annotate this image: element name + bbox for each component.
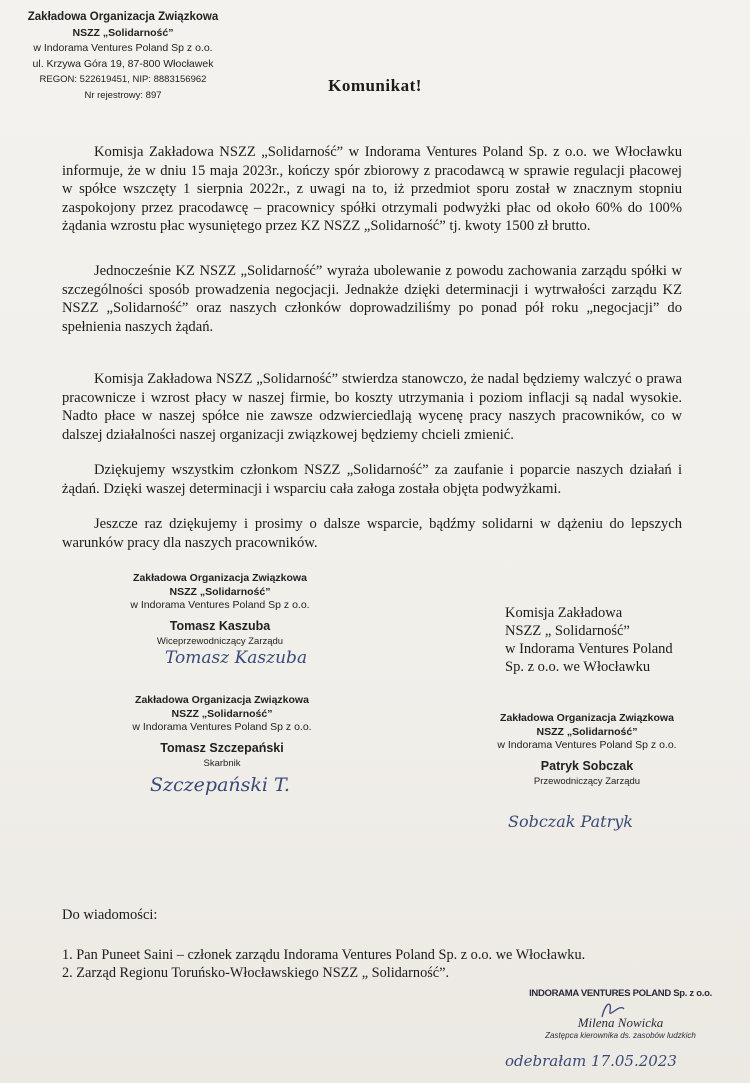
signature-stamp-vice-chairman <box>120 572 320 649</box>
paragraph: Dziękujemy wszystkim członkom NSZZ „Solidarność” za zaufanie i poparcie naszych działań i żądań. Dzięki waszej determinacji i wsparciu cała załoga została objęta podwyżkami. <box>62 462 682 497</box>
stamp-line: w Indorama Ventures Poland Sp z o.o. <box>497 739 677 751</box>
company-name: INDORAMA VENTURES POLAND Sp. z o.o. <box>529 988 712 999</box>
stamp-line: ul. Krzywa Góra 19, 87-800 Włocławek <box>32 57 214 70</box>
paragraph: Jednocześnie KZ NSZZ „Solidarność” wyraża ubolewanie z powodu zachowania zarządu spółki w szczególności sposób prowadzenia negocjacji. Jednakże dzięki determinacji i wytrwałości zarządu KZ NSZZ „Solidarność” oraz naszych członków doprowadziliśmy po ponad pół roku „negocjacji” do spełnienia naszych żądań. <box>62 263 682 335</box>
signatory-role: Skarbnik <box>203 758 241 769</box>
stamp-line: Zakładowa Organizacja Związkowa <box>135 694 309 706</box>
handwritten-signature: Tomasz Kaszuba <box>165 648 308 668</box>
stamp-person-name: Milena Nowicka <box>577 1015 664 1030</box>
corporate-receipt-stamp <box>528 988 713 1040</box>
stamp-line: NSZZ „Solidarność” <box>171 707 273 720</box>
signatory-name: Patryk Sobczak <box>540 758 634 773</box>
stamp-line: Zakładowa Organizacja Związkowa <box>133 572 307 584</box>
commission-line: Sp. z o.o. we Włocławku <box>505 659 651 675</box>
handwritten-signature: Sobczak Patryk <box>508 812 633 831</box>
commission-line: Komisja Zakładowa <box>505 605 623 621</box>
stamp-line: w Indorama Ventures Poland Sp z o.o. <box>132 721 312 733</box>
stamp-person-role: Zastępca kierownika ds. zasobów ludzkich <box>545 1031 696 1040</box>
commission-line: NSZZ „ Solidarność” <box>505 623 630 639</box>
commission-block <box>505 604 715 676</box>
handwritten-signature: Szczepański T. <box>150 774 290 796</box>
paragraph: Komisja Zakładowa NSZZ „Solidarność” stwierdza stanowczo, że nadal będziemy walczyć o prawa pracownicze i wzrost płacy w naszej firmie, bo koszty utrzymania i poziom inflacji są nadal wysokie. Nadto płace w naszej spółce nie zawsze odzwierciedlają wycenę pracy naszych pracowników, co w dalszej działalności naszej organizacji związkowej będziemy chcieli zmienić. <box>62 371 682 443</box>
stamp-line: w Indorama Ventures Poland Sp z o.o. <box>33 42 213 54</box>
recipient-item: 1. Pan Puneet Saini – członek zarządu Indorama Ventures Poland Sp. z o.o. we Włocławku. <box>62 947 586 963</box>
stamp-line: Zakładowa Organizacja Związkowa <box>500 712 674 724</box>
signature-stamp-treasurer <box>107 694 337 771</box>
signature-scribble-icon <box>598 999 628 1021</box>
stamp-line: NSZZ „Solidarność” <box>72 26 174 39</box>
stamp-line: Nr rejestrowy: 897 <box>84 89 162 101</box>
stamp-line: REGON: 522619451, NIP: 8883156962 <box>39 74 207 85</box>
paragraph: Komisja Zakładowa NSZZ „Solidarność” w Indorama Ventures Poland Sp. z o.o. we Włocławku informuje, że w dniu 15 maja 2023r., kończy spór zbiorowy z pracodawcą w sprawie regulacji płacowej w spółce wszczęty 1 sierpnia 2022r., z uwagi na to, iż przedmiot sporu został w znacznym stopniu zaspokojony przez pracodawcę – pracownicy spółki otrzymali podwyżki płac od około 60% do 100% żądania wzrostu płac wysuniętego przez KZ NSZZ „Solidarność” tj. kwoty 1500 zł brutto. <box>62 144 682 235</box>
recipient-list <box>62 946 585 982</box>
document-title: Komunikat! <box>328 76 422 95</box>
stamp-line: NSZZ „Solidarność” <box>169 585 271 598</box>
commission-line: w Indorama Ventures Poland <box>505 641 673 657</box>
recipient-item: 2. Zarząd Regionu Toruńsko-Włocławskiego NSZZ „ Solidarność”. <box>62 965 450 981</box>
stamp-line: NSZZ „Solidarność” <box>536 725 638 738</box>
stamp-line: w Indorama Ventures Poland Sp z o.o. <box>130 599 310 611</box>
distribution-heading: Do wiadomości: <box>62 907 158 923</box>
signatory-role: Wiceprzewodniczący Zarządu <box>156 636 284 647</box>
signatory-role: Przewodniczący Zarządu <box>533 776 641 787</box>
stamp-line: Zakładowa Organizacja Związkowa <box>27 11 219 23</box>
handwritten-receipt-note: odebrałam 17.05.2023 <box>505 1052 677 1070</box>
signature-stamp-chairman <box>482 712 692 789</box>
signatory-name: Tomasz Kaszuba <box>169 618 271 633</box>
signatory-name: Tomasz Szczepański <box>160 740 284 755</box>
union-header-stamp <box>8 10 238 103</box>
paragraph: Jeszcze raz dziękujemy i prosimy o dalsze wsparcie, bądźmy solidarni w dążeniu do lepszych warunków pracy dla naszych pracowników. <box>62 516 682 551</box>
